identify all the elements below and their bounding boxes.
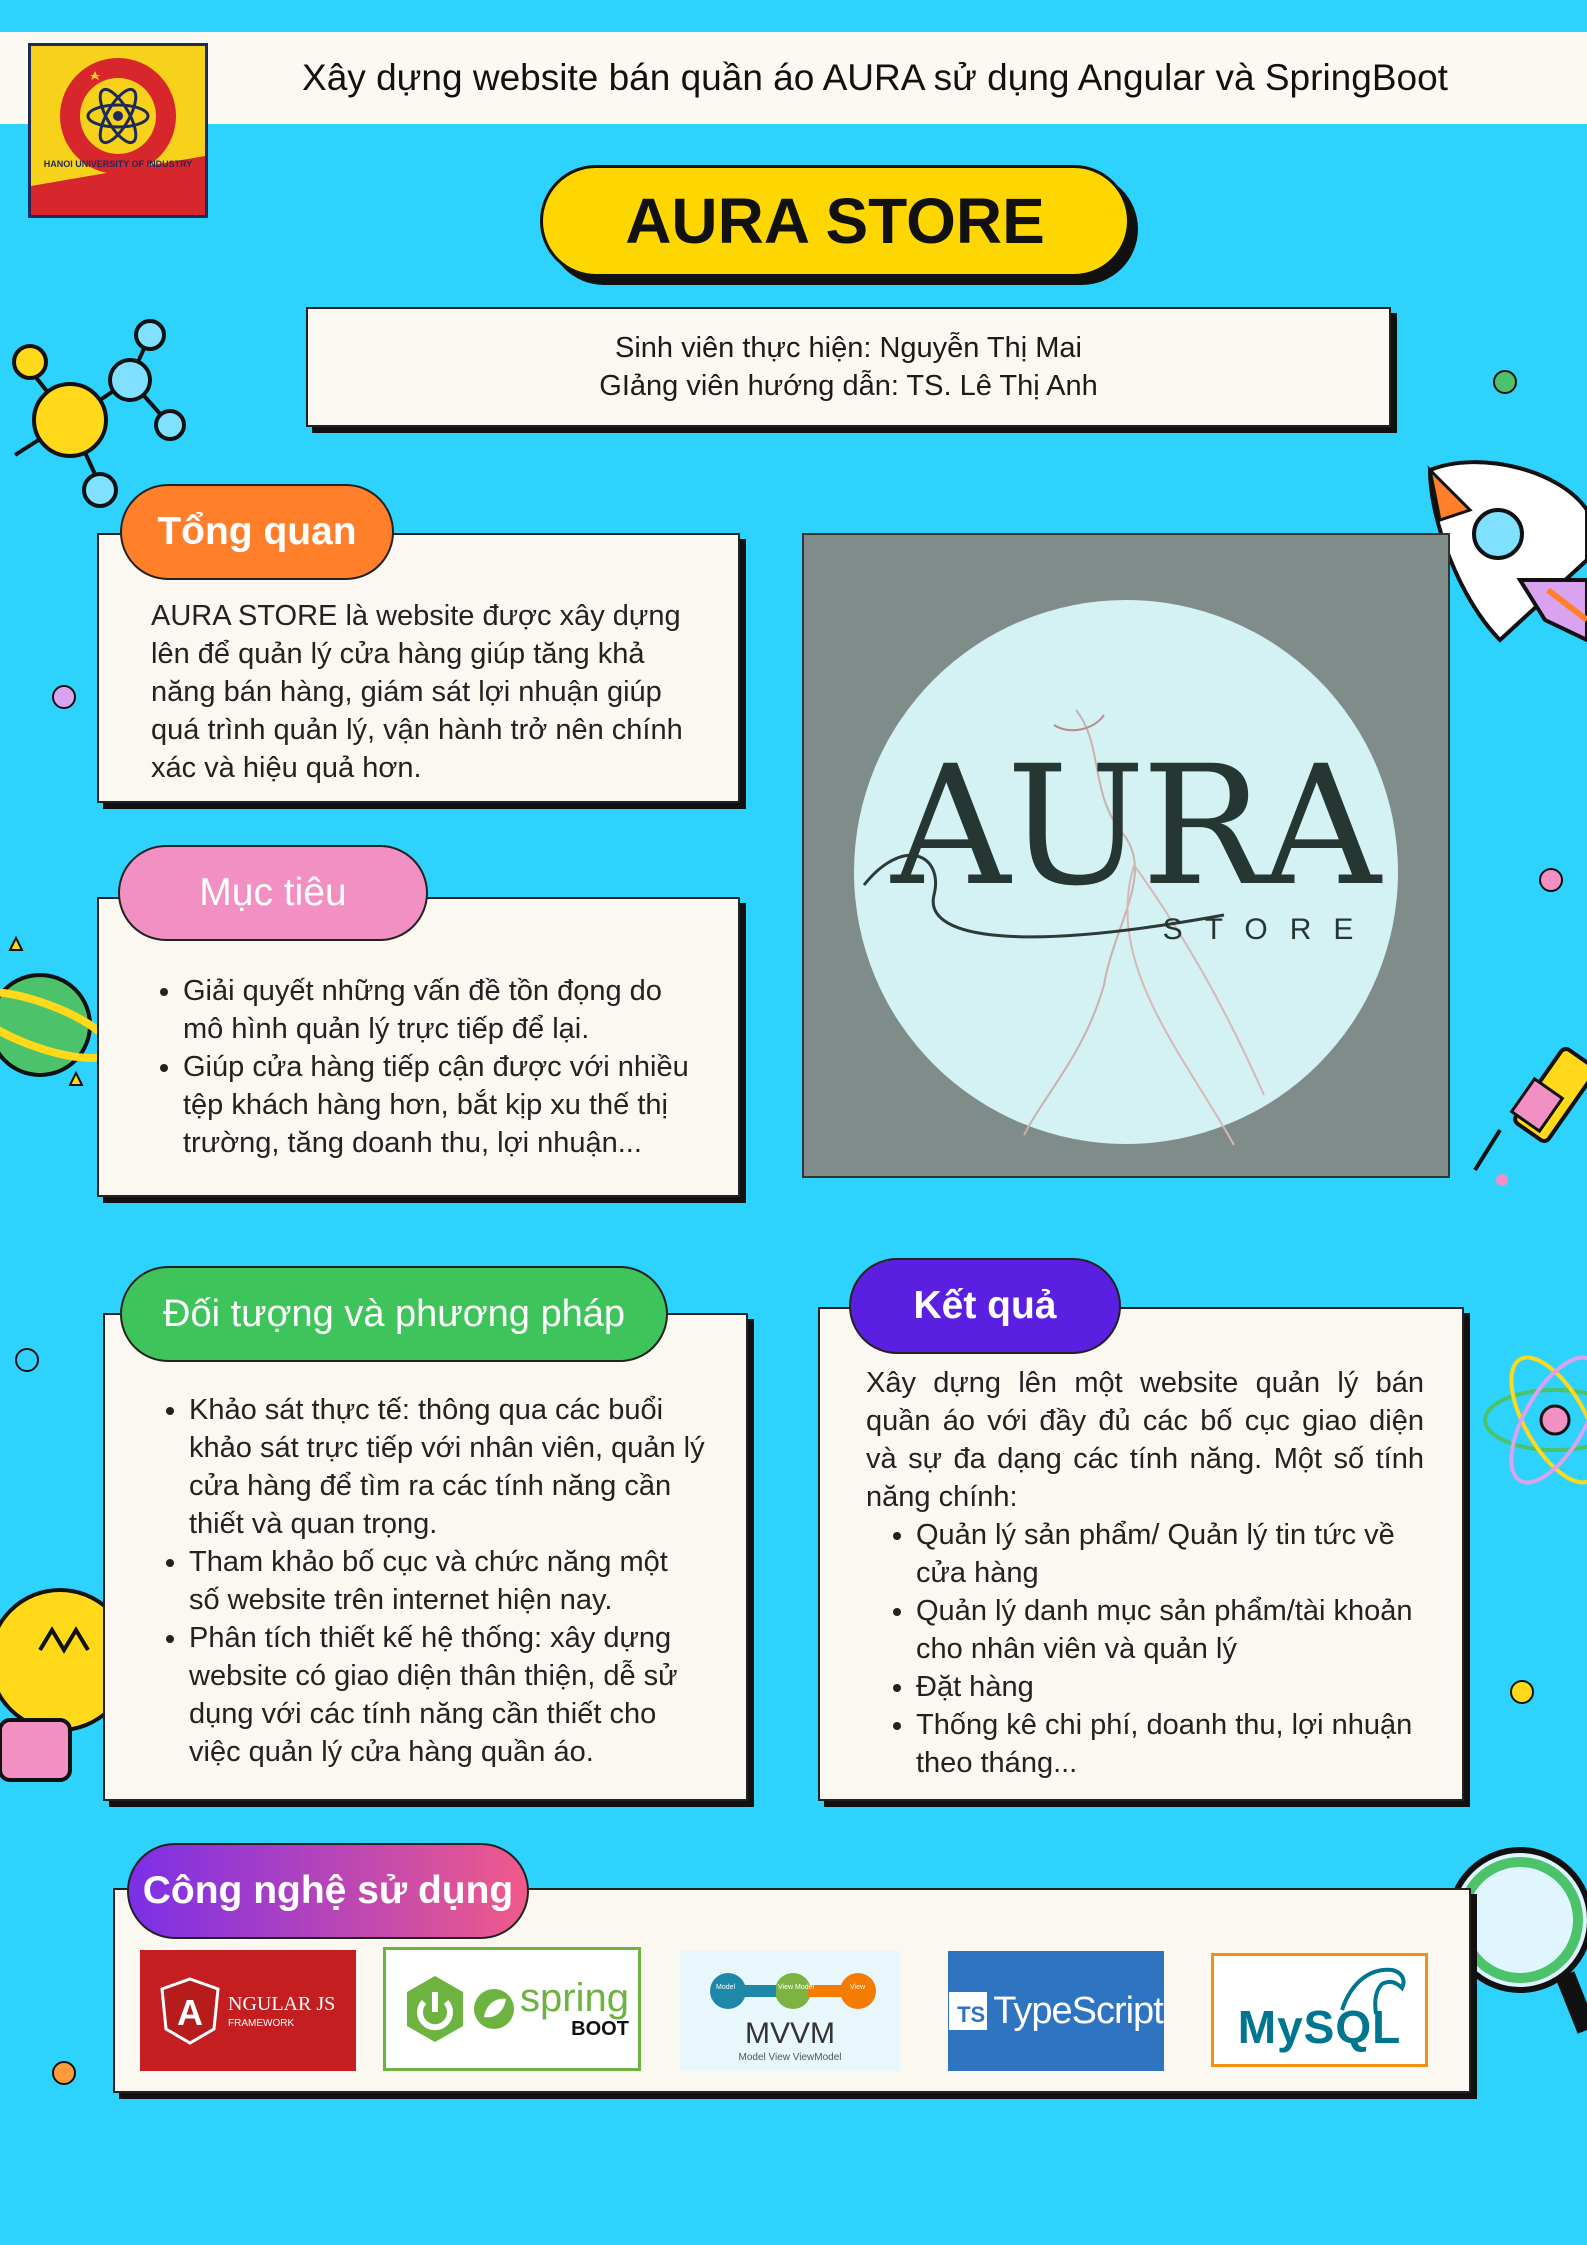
list-item: • Quản lý danh mục sản phẩm/tài khoản cho nhân viên và quản lý bbox=[916, 1592, 1424, 1668]
brand-image bbox=[802, 533, 1450, 1178]
brand-sub: STORE bbox=[1162, 913, 1376, 946]
angular-logo bbox=[140, 1950, 356, 2071]
typescript-badge: TS bbox=[949, 1992, 987, 2030]
teacher-line: GIảng viên hướng dẫn: TS. Lê Thị Anh bbox=[599, 370, 1098, 402]
angular-icon bbox=[160, 1977, 220, 2045]
spring-name: spring bbox=[520, 1975, 629, 2020]
list-item: • Giải quyết những vấn đề tồn đọng do mô hình quản lý trực tiếp để lại. bbox=[183, 972, 698, 1048]
angular-sub: FRAMEWORK bbox=[228, 2017, 295, 2029]
typescript-name: TypeScript bbox=[993, 1989, 1163, 2032]
mvvm-logo bbox=[680, 1951, 900, 2071]
poster-title: AURA STORE bbox=[540, 165, 1130, 277]
mvvm-node-view: View bbox=[850, 1984, 866, 1991]
results-tag: Kết quả bbox=[849, 1258, 1121, 1354]
syringe-icon bbox=[1475, 1047, 1587, 1186]
mvvm-name: MVVM bbox=[745, 2017, 835, 2050]
list-item: • Đặt hàng bbox=[916, 1668, 1424, 1706]
overview-text: AURA STORE là website được xây dựng lên để quản lý cửa hàng giúp tăng khả năng bán hàng, giám sát lợi nhuận giúp quá trình quản lý, vận hành trở nên chính xác và hiệu quả hơn. bbox=[151, 600, 683, 784]
list-item: • Giúp cửa hàng tiếp cận được với nhiều tệp khách hàng hơn, bắt kịp xu thế thị trường, tăng doanh thu, lợi nhuận... bbox=[183, 1048, 698, 1162]
mvvm-sub: Model View ViewModel bbox=[738, 2052, 842, 2063]
overview-tag: Tổng quan bbox=[120, 484, 394, 580]
list-item: • Thống kê chi phí, doanh thu, lợi nhuận theo tháng... bbox=[916, 1706, 1424, 1782]
brand-word: AURA bbox=[891, 730, 1377, 922]
rocket-icon bbox=[1430, 462, 1587, 640]
methods-list bbox=[153, 1391, 706, 1771]
mvvm-node-viewmodel: View Model bbox=[778, 1984, 815, 1991]
header-title: Xây dựng website bán quần áo AURA sử dụng Angular và SpringBoot bbox=[302, 57, 1448, 98]
goals-tag: Mục tiêu bbox=[118, 845, 428, 941]
goals-card bbox=[97, 897, 740, 1197]
spring-leaf-icon bbox=[472, 1987, 516, 2031]
angular-name: NGULAR JS bbox=[228, 1992, 336, 2015]
list-item: • Tham khảo bố cục và chức năng một số website trên internet hiện nay. bbox=[189, 1543, 706, 1619]
mvvm-node-model: Model bbox=[716, 1984, 736, 1991]
mysql-name: MySQL bbox=[1237, 2001, 1402, 2053]
logo-caption: HANOI UNIVERSITY OF INDUSTRY bbox=[43, 159, 193, 169]
spring-boot-logo bbox=[383, 1947, 641, 2071]
list-item: • Khảo sát thực tế: thông qua các buổi khảo sát trực tiếp với nhân viên, quản lý cửa hàng để tìm ra các tính năng cần thiết và quan trọng. bbox=[189, 1391, 706, 1543]
svg-text:A: A bbox=[177, 1991, 203, 2033]
goals-list bbox=[147, 972, 698, 1162]
mysql-logo bbox=[1211, 1953, 1428, 2067]
typescript-logo bbox=[948, 1951, 1164, 2071]
university-emblem-icon bbox=[31, 46, 205, 215]
methods-tag: Đối tượng và phương pháp bbox=[120, 1266, 668, 1362]
list-item: • Phân tích thiết kế hệ thống: xây dựng website có giao diện thân thiện, dễ sử dụng với các tính năng cần thiết cho việc quản lý cửa hàng quần áo. bbox=[189, 1619, 706, 1771]
results-card bbox=[818, 1307, 1464, 1801]
spring-sub: BOOT bbox=[571, 2017, 629, 2040]
results-intro: Xây dựng lên một website quản lý bán quần áo với đầy đủ các bố cục giao diện và sự đa dạng các tính năng. Một số tính năng chính: bbox=[866, 1367, 1424, 1513]
university-logo bbox=[28, 43, 208, 218]
atom-icon bbox=[1485, 1344, 1587, 1495]
results-list bbox=[866, 1516, 1424, 1782]
tech-tag: Công nghệ sử dụng bbox=[127, 1843, 529, 1939]
authors-card bbox=[306, 307, 1391, 427]
methods-card bbox=[103, 1313, 748, 1801]
student-line: Sinh viên thực hiện: Nguyễn Thị Mai bbox=[614, 332, 1083, 364]
list-item: • Quản lý sản phẩm/ Quản lý tin tức về cửa hàng bbox=[916, 1516, 1424, 1592]
spring-power-icon bbox=[400, 1974, 470, 2044]
